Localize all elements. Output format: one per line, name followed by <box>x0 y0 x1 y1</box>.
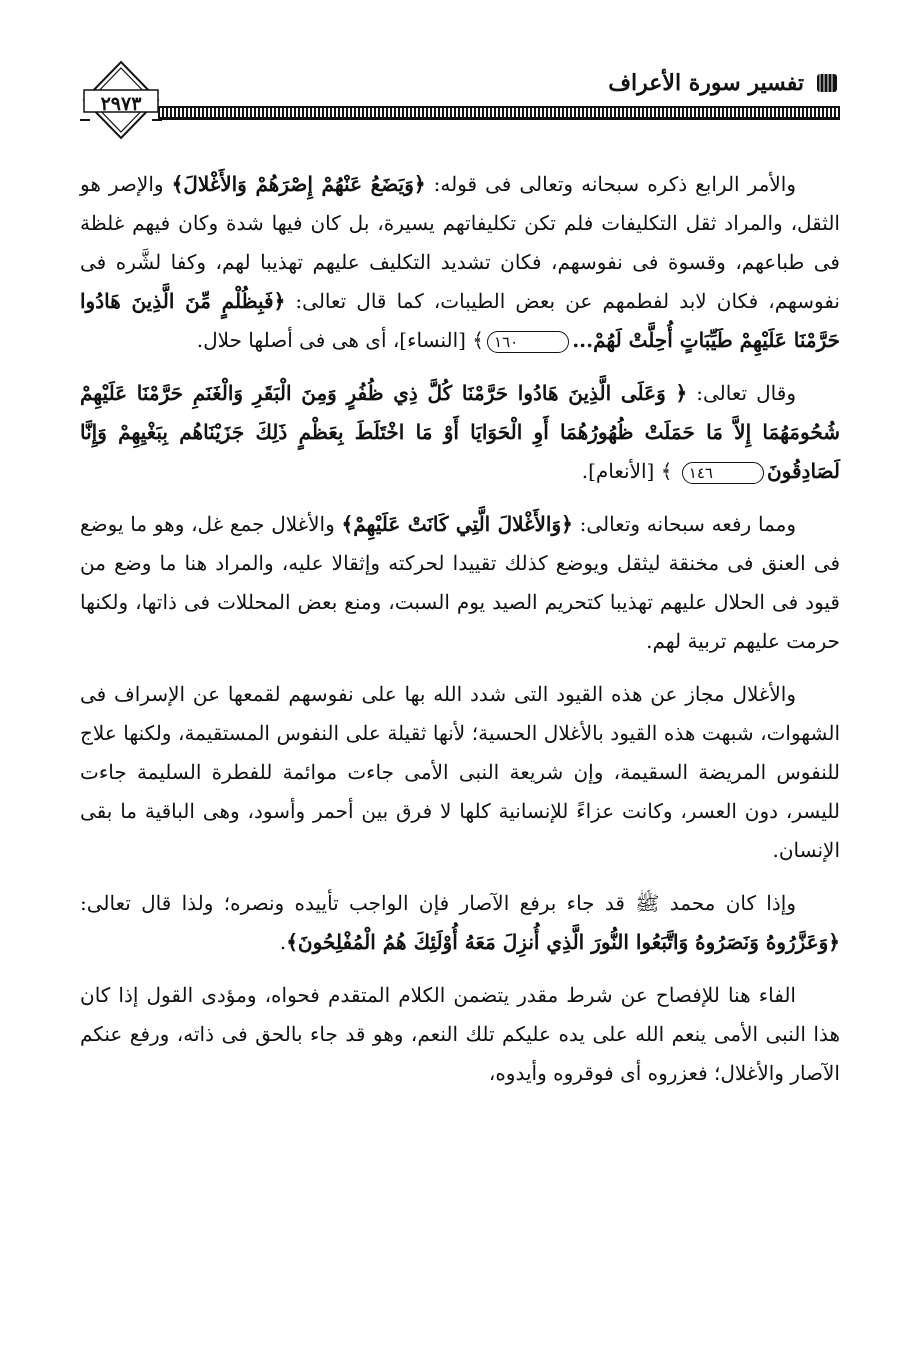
quran-verse: ﴿وَالأَغْلالَ الَّتِي كَانَتْ عَلَيْهِمْ﴾ <box>341 512 573 536</box>
quran-verse: ﴿وَعَزَّرُوهُ وَنَصَرُوهُ وَاتَّبَعُوا النُّورَ الَّذِي أُنزِلَ مَعَهُ أُوْلَئِكَ هُمُ الْمُفْلِحُونَ﴾ <box>286 930 840 954</box>
paragraph: ومما رفعه سبحانه وتعالى: ﴿وَالأَغْلالَ الَّتِي كَانَتْ عَلَيْهِمْ﴾ والأغلال جمع غل، وهو ما يوضع فى العنق فى مخنقة ليثقل ويوضع كذلك تقييدا لحركته وإثقالا عليه، والمراد هنا ما وضع من قيود فى الحلال عليهم تهذيبا كتحريم الصيد يوم السبت، ومنع بعض المحللات فى ذاتها، ولكنها حرمت عليهم تربية لهم. <box>80 512 840 653</box>
page-header <box>80 58 840 143</box>
quran-verse: ﴿ وَعَلَى الَّذِينَ هَادُوا حَرَّمْنَا كُلَّ ذِي ظُفُرٍ وَمِنَ الْبَقَرِ وَالْغَنَمِ حَرَّمْنَا عَلَيْهِمْ شُحُومَهُمَا إِلاَّ مَا حَمَلَتْ ظُهُورُهُمَا أَوِ الْحَوَايَا أَوْ مَا اخْتَلَطَ بِعَظْمٍ ذَلِكَ جَزَيْنَاهُم بِبَغْيِهِمْ وَإِنَّا لَصَادِقُونَ <box>80 381 841 483</box>
ornament-icon <box>814 71 840 95</box>
paragraph: والأمر الرابع ذكره سبحانه وتعالى فى قوله: ﴿وَيَضَعُ عَنْهُمْ إِصْرَهُمْ وَالأَغْلالَ﴾ والإصر هو الثقل، والمراد ثقل التكليفات فلم تكن تكليفاتهم يسيرة، بل كان فيها شدة وكان فيهم غلظة فى طباعهم، وقسوة فى نفوسهم، فكان تشديد التكليف عليهم تهذيبا لهم، وكفا لشَّره فى نفوسهم، فكان لابد لفطمهم عن بعض الطيبات، كما قال تعالى: ﴿فَبِظُلْمٍ مِّنَ الَّذِينَ هَادُوا حَرَّمْنَا عَلَيْهِمْ طَيِّبَاتٍ أُحِلَّتْ لَهُمْ...١٦٠﴾ [النساء]، أى هى فى أصلها حلال. <box>80 172 840 352</box>
page-number: ٢٩٧٣ <box>100 93 142 115</box>
quran-verse: ﴿فَبِظُلْمٍ مِّنَ الَّذِينَ هَادُوا حَرَّمْنَا عَلَيْهِمْ طَيِّبَاتٍ أُحِلَّتْ لَهُمْ... <box>80 289 840 352</box>
page-number-badge <box>80 58 162 143</box>
paragraph: الفاء هنا للإفصاح عن شرط مقدر يتضمن الكلام المتقدم فحواه، ومؤدى القول إذا كان هذا النبى الأمى ينعم الله على يده عليكم تلك النعم، وهو قد جاء بالحق فى ذاته، ورفع عنكم الآصار والأغلال؛ فعزروه أى فوقروه وأيدوه، <box>80 983 840 1085</box>
paragraph: وقال تعالى: ﴿ وَعَلَى الَّذِينَ هَادُوا حَرَّمْنَا كُلَّ ذِي ظُفُرٍ وَمِنَ الْبَقَرِ وَالْغَنَمِ حَرَّمْنَا عَلَيْهِمْ شُحُومَهُمَا إِلاَّ مَا حَمَلَتْ ظُهُورُهُمَا أَوِ الْحَوَايَا أَوْ مَا اخْتَلَطَ بِعَظْمٍ ذَلِكَ جَزَيْنَاهُم بِبَغْيِهِمْ وَإِنَّا لَصَادِقُونَ١٤٦ ﴾ [الأنعام]. <box>80 381 841 483</box>
header-rule <box>158 106 840 120</box>
page-body <box>80 165 840 1107</box>
running-title: تفسير سورة الأعراف <box>608 70 804 96</box>
verse-number: ١٤٦ <box>682 462 764 484</box>
verse-number: ١٦٠ <box>487 331 569 353</box>
paragraph: وإذا كان محمد ﷺ قد جاء برفع الآصار فإن الواجب تأييده ونصره؛ ولذا قال تعالى: ﴿وَعَزَّرُوهُ وَنَصَرُوهُ وَاتَّبَعُوا النُّورَ الَّذِي أُنزِلَ مَعَهُ أُوْلَئِكَ هُمُ الْمُفْلِحُونَ﴾. <box>80 891 840 954</box>
quran-verse: ﴿وَيَضَعُ عَنْهُمْ إِصْرَهُمْ وَالأَغْلالَ﴾ <box>171 172 426 196</box>
paragraph: والأغلال مجاز عن هذه القيود التى شدد الله بها على نفوسهم لقمعها عن الإسراف فى الشهوات، شبهت هذه القيود بالأغلال الحسية؛ لأنها ثقيلة على النفوس المستقيمة، ولكنها علاج للنفوس المريضة السقيمة، وإن شريعة النبى الأمى جاءت موائمة للفطرة السليمة جاءت لليسر، دون العسر، وكانت عزاءً للإنسانية كلها لا فرق بين أحمر وأسود، وهى الباقية ما بقى الإنسان. <box>80 682 840 862</box>
